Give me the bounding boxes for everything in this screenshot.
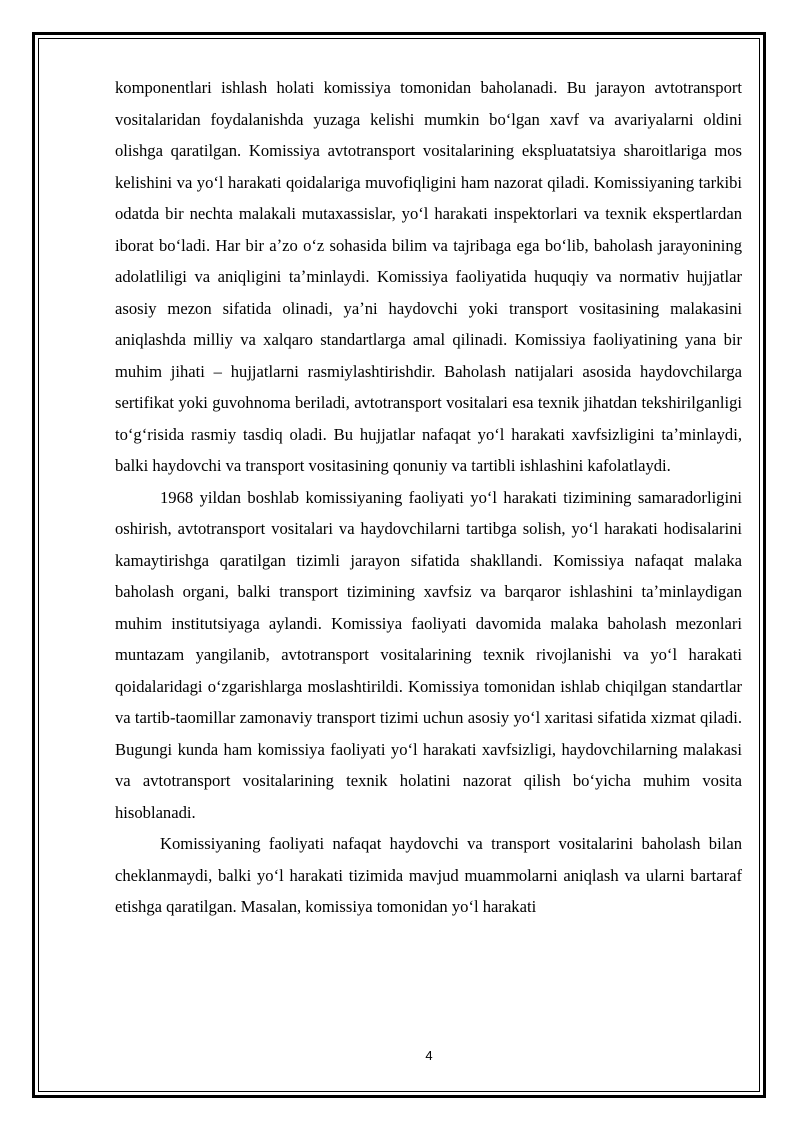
- paragraph-3: Komissiyaning faoliyati nafaqat haydovchi va transport vositalarini baholash bilan cheklanmaydi, balki yoʻl harakati tizimida mavjud muammolarni aniqlash va ularni bartaraf etishga qaratilgan. Masalan, komissiya tomonidan yoʻl harakati: [115, 834, 742, 916]
- paragraph-1: komponentlari ishlash holati komissiya tomonidan baholanadi. Bu jarayon avtotransport vositalaridan foydalanishda yuzaga kelishi mumkin boʻlgan xavf va avariyalarni oldini olishga qaratilgan. Komissiya avtotransport vositalarining ekspluatatsiya sharoitlariga mos kelishini va yoʻl harakati qoidalariga muvofiqligini ham nazorat qiladi. Komissiyaning tarkibi odatda bir nechta malakali mutaxassislar, yoʻl harakati inspektorlari va texnik ekspertlardan iborat boʻladi. Har bir aʼzo oʻz sohasida bilim va tajribaga ega boʻlib, baholash jarayonining adolatliligi va aniqligini taʼminlaydi. Komissiya faoliyatida huquqiy va normativ hujjatlar asosiy mezon sifatida olinadi, yaʼni haydovchi yoki transport vositasining malakasini aniqlashda milliy va xalqaro standartlarga amal qilinadi. Komissiya faoliyatining yana bir muhim jihati – hujjatlarni rasmiylashtirishdir. Baholash natijalari asosida haydovchilarga sertifikat yoki guvohnoma beriladi, avtotransport vositalari esa texnik jihatdan tekshirilganligi toʻgʻrisida rasmiy tasdiq oladi. Bu hujjatlar nafaqat yoʻl harakati xavfsizligini taʼminlaydi, balki haydovchi va transport vositasining qonuniy va tartibli ishlashini kafolatlaydi.: [115, 78, 742, 475]
- page-number: 4: [425, 1048, 433, 1063]
- paragraph-2: 1968 yildan boshlab komissiyaning faoliyati yoʻl harakati tizimining samaradorligini oshirish, avtotransport vositalari va haydovchilarni tartibga solish, yoʻl harakati hodisalarini kamaytirishga qaratilgan tizimli jarayon sifatida shakllandi. Komissiya nafaqat malaka baholash organi, balki transport tizimining xavfsiz va barqaror ishlashini taʼminlaydigan muhim institutsiyaga aylandi. Komissiya faoliyati davomida malaka baholash mezonlari muntazam yangilanib, avtotransport vositalarining texnik rivojlanishi va yoʻl harakati qoidalaridagi oʻzgarishlarga moslashtirildi. Komissiya tomonidan ishlab chiqilgan standartlar va tartib-taomillar zamonaviy transport tizimi uchun asosiy yoʻl xaritasi sifatida xizmat qiladi. Bugungi kunda ham komissiya faoliyati yoʻl harakati xavfsizligi, haydovchilarning malakasi va avtotransport vositalarining texnik holatini nazorat qilish boʻyicha muhim vosita hisoblanadi.: [115, 487, 742, 822]
- document-body: [115, 72, 742, 923]
